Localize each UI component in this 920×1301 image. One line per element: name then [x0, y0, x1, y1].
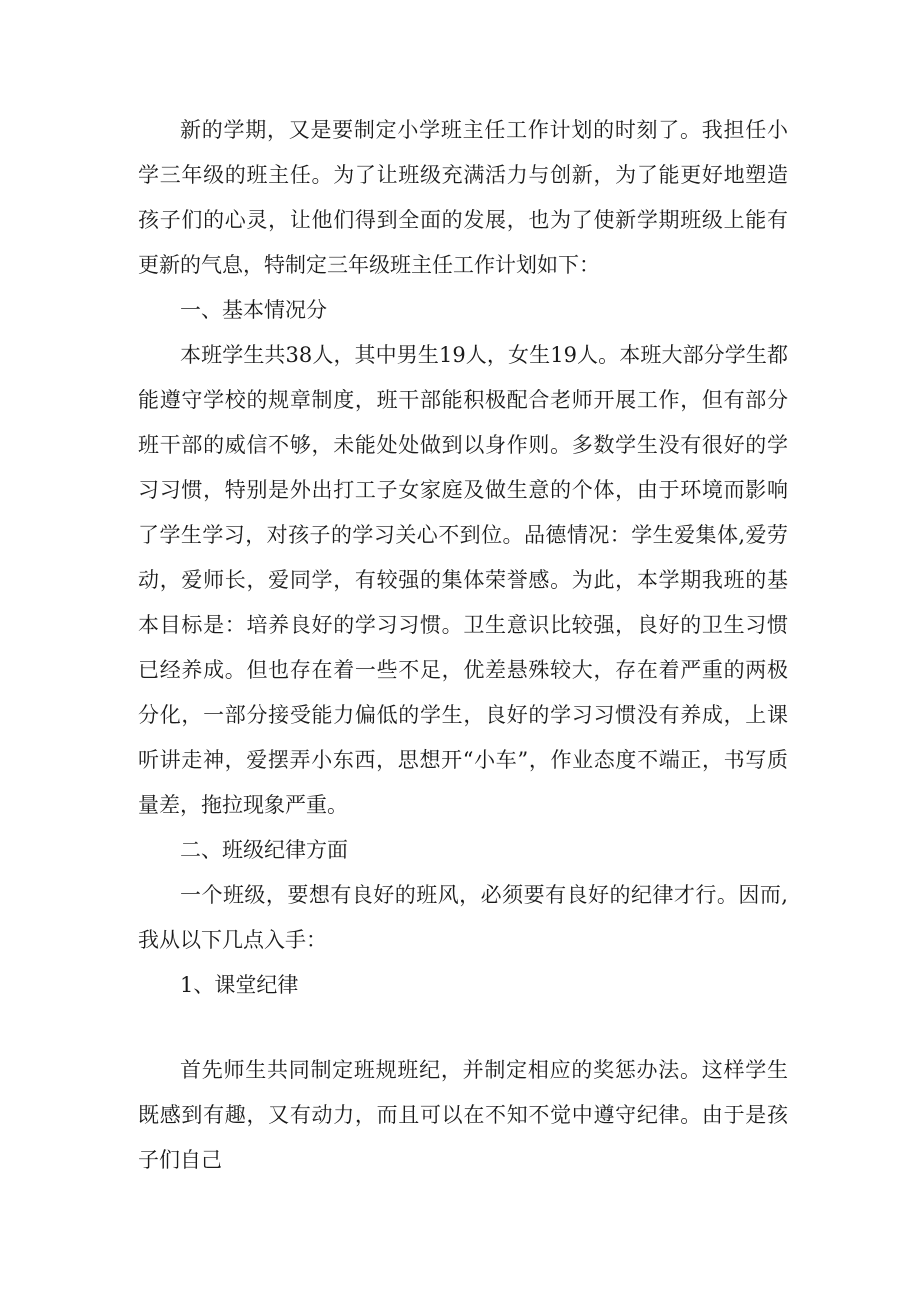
paragraph-spacer [138, 1008, 788, 1048]
classroom-discipline-paragraph: 首先师生共同制定班规班纪，并制定相应的奖惩办法。这样学生既感到有趣，又有动力，而且可以在不知不觉中遵守纪律。由于是孩子们自己 [138, 1058, 788, 1172]
basic-situation-paragraph: 本班学生共38人，其中男生19人，女生19人。本班大部分学生都能遵守学校的规章制度，班干部能积极配合老师开展工作，但有部分班干部的威信不够，未能处处做到以身作则。多数学生没有很好的学习习惯，特别是外出打工子女家庭及做生意的个体，由于环境而影响了学生学习，对孩子的学习关心不到位。品德情况：学生爱集体,爱劳动，爱师长，爱同学，有较强的集体荣誉感。为此，本学期我班的基本目标是：培养良好的学习习惯。卫生意识比较强，良好的卫生习惯已经养成。但也存在着一些不足，优差悬殊较大，存在着严重的两极分化，一部分接受能力偏低的学生，良好的学习习惯没有养成，上课听讲走神，爱摆弄小东西，思想开“小车”，作业态度不端正，书写质量差，拖拉现象严重。 [138, 343, 788, 817]
section-heading-basic-situation: 一、基本情况分 [180, 298, 327, 322]
class-discipline-paragraph: 一个班级，要想有良好的班风，必须要有良好的纪律才行。因而,我从以下几点入手： [138, 883, 788, 952]
intro-paragraph: 新的学期，又是要制定小学班主任工作计划的时刻了。我担任小学三年级的班主任。为了让班级充满活力与创新，为了能更好地塑造孩子们的心灵，让他们得到全面的发展，也为了使新学期班级上能有更新的气息，特制定三年级班主任工作计划如下： [138, 118, 788, 277]
section-heading-class-discipline: 二、班级纪律方面 [180, 838, 348, 862]
document-body [138, 108, 788, 1183]
subsection-heading-classroom-discipline: 1、课堂纪律 [180, 973, 299, 997]
